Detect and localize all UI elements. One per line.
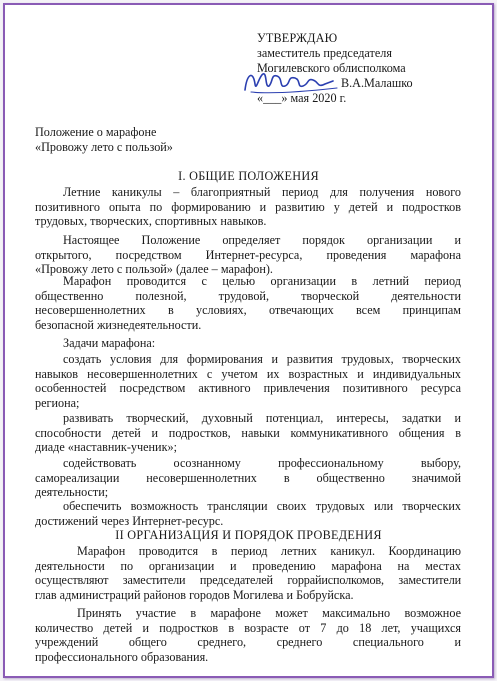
paragraph-line: несовершеннолетних в условиях, отвечающих всем принципам xyxy=(35,303,461,317)
signer-name: В.А.Малашко xyxy=(341,76,413,90)
paragraph-line: Принять участие в марафоне может максимально возможное xyxy=(77,606,461,620)
paragraph-line: трудовых, творческих, спортивных навыков. xyxy=(35,214,267,228)
approval-heading: УТВЕРЖДАЮ xyxy=(257,31,338,45)
approval-block xyxy=(257,31,477,106)
paragraph-line: Марафон проводится в период летних каникул. Координацию xyxy=(77,544,461,558)
section1-heading: I. ОБЩИЕ ПОЛОЖЕНИЯ xyxy=(178,169,319,183)
task3 xyxy=(35,456,461,500)
document-page xyxy=(5,5,492,676)
paragraph-line: деятельности по организации и проведению марафона на местах xyxy=(35,558,461,573)
section2-paragraph2 xyxy=(35,606,461,664)
paragraph-line: содействовать осознанному профессиональному выбору, xyxy=(63,456,461,470)
paragraph-line: осуществляют заместители председателей горрайисполкомов, заместители xyxy=(35,573,461,587)
title-line1: Положение о марафоне xyxy=(35,125,157,139)
section1-paragraph1 xyxy=(35,185,461,229)
paragraph-line: навыков несовершеннолетних с учетом их возрастных и индивидуальных xyxy=(35,366,461,381)
section2-paragraph1 xyxy=(35,544,461,602)
section2-heading: II ОРГАНИЗАЦИЯ И ПОРЯДОК ПРОВЕДЕНИЯ xyxy=(115,528,382,542)
paragraph-line: профессионального образования. xyxy=(35,649,209,664)
paragraph-line: открытого, посредством Интернет-ресурса, проведения марафона xyxy=(35,247,461,262)
paragraph-line: особенностей посредством активного привлечения позитивного ресурса xyxy=(35,381,461,395)
paragraph-line: безопасной жизнедеятельности. xyxy=(35,317,202,332)
tasks-label-block xyxy=(35,336,461,351)
tasks-label: Задачи марафона: xyxy=(63,336,156,350)
document-title xyxy=(35,125,235,154)
paragraph-line: создать условия для формирования и развития трудовых, творческих xyxy=(63,352,461,366)
approval-date: «___» мая 2020 г. xyxy=(257,91,347,105)
signature-line xyxy=(257,76,477,91)
approval-position-line1: заместитель председателя xyxy=(257,46,392,60)
paragraph-line: диаде «наставник-ученик»; xyxy=(35,440,177,454)
paragraph-line: Марафон проводится с целью организации в летний период xyxy=(63,274,461,288)
paragraph-line: деятельности; xyxy=(35,485,109,499)
paragraph-line: способности детей и подростков, навыки коммуникативного общения в xyxy=(35,425,461,440)
paragraph-line: развивать творческий, духовный потенциал, интересы, задатки и xyxy=(63,411,461,425)
task1 xyxy=(35,352,461,410)
task2 xyxy=(35,411,461,455)
paragraph-line: обеспечить возможность трансляции своих трудовых или творческих xyxy=(63,499,461,513)
task4 xyxy=(35,499,461,528)
section1-paragraph2 xyxy=(35,233,461,277)
paragraph-line: глав администраций районов городов Могилева и Бобруйска. xyxy=(35,587,354,602)
paragraph-line: «Провожу лето с пользой» (далее – марафон). xyxy=(35,262,273,276)
paragraph-line: учреждений общего среднего, среднего специального и xyxy=(35,635,461,649)
paragraph-line: региона; xyxy=(35,395,80,410)
document-frame xyxy=(3,3,494,678)
paragraph-line: общественно полезной, трудовой, творческой деятельности xyxy=(35,288,461,303)
paragraph-line: позитивного опыта по формированию и развитию у детей и подростков xyxy=(35,199,461,214)
paragraph-line: Летние каникулы – благоприятный период для получения нового xyxy=(63,185,461,199)
paragraph-line: самореализации несовершеннолетних в общественно значимой xyxy=(35,470,461,485)
title-line2: «Провожу лето с пользой» xyxy=(35,139,173,154)
section1-paragraph3 xyxy=(35,274,461,332)
paragraph-line: количество детей и подростков в возрасте от 7 до 18 лет, учащихся xyxy=(35,620,461,635)
approval-position-line2: Могилевского облисполкома xyxy=(257,61,406,75)
paragraph-line: достижений через Интернет-ресурс. xyxy=(35,513,224,528)
paragraph-line: Настоящее Положение определяет порядок организации и xyxy=(63,233,461,247)
